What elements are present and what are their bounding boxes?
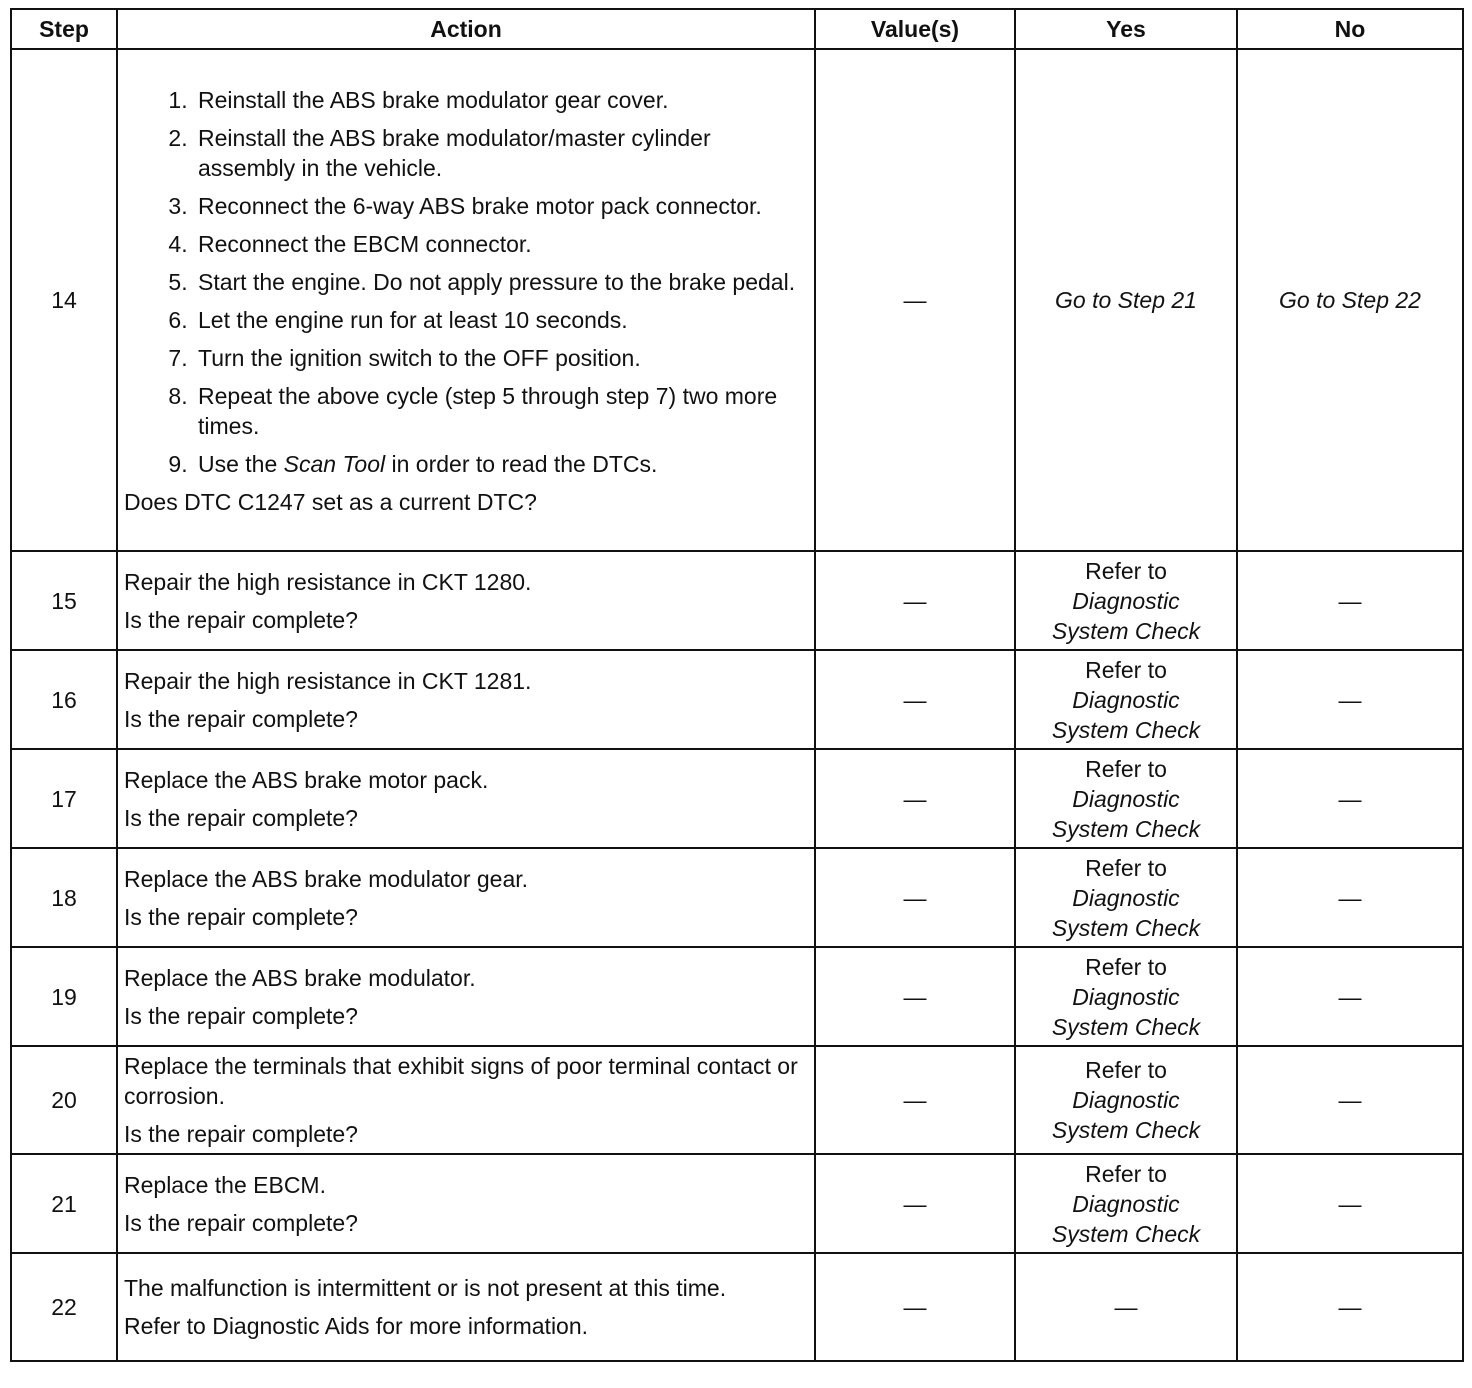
list-item: 3. Reconnect the 6-way ABS brake motor pack connector. (194, 191, 808, 221)
table-row (11, 749, 1463, 848)
header-yes: Yes (1015, 9, 1237, 49)
header-step: Step (11, 9, 117, 49)
header-no: No (1237, 9, 1463, 49)
list-item: 4. Reconnect the EBCM connector. (194, 229, 808, 259)
list-item: 2. Reinstall the ABS brake modulator/master cylinder assembly in the vehicle. (194, 123, 808, 183)
diagnostic-system-check-link[interactable]: System Check (1051, 1013, 1201, 1040)
value-cell: — (815, 49, 1015, 551)
action-line: Replace the ABS brake modulator. (124, 964, 476, 991)
refer-to-text: Refer to (1085, 953, 1167, 980)
list-item: 8. Repeat the above cycle (step 5 through step 7) two more times. (194, 381, 808, 441)
item-text: in order to read the DTCs. (385, 451, 658, 477)
header-action: Action (117, 9, 815, 49)
no-cell: — (1237, 650, 1463, 749)
yes-cell[interactable] (1015, 650, 1237, 749)
diagnostic-system-check-link[interactable]: Diagnostic (1072, 686, 1180, 713)
step-number: 19 (11, 947, 117, 1046)
procedure-list (124, 85, 808, 479)
diagnostic-table-page (10, 8, 1462, 1362)
table-row (11, 1253, 1463, 1361)
yes-cell[interactable] (1015, 749, 1237, 848)
value-cell: — (815, 650, 1015, 749)
action-line: Replace the EBCM. (124, 1171, 326, 1198)
diagnostic-system-check-link[interactable]: System Check (1051, 716, 1201, 743)
table-row (11, 650, 1463, 749)
action-cell (117, 1154, 815, 1253)
refer-to-text: Refer to (1085, 854, 1167, 881)
action-cell (117, 49, 815, 551)
question-text: Is the repair complete? (124, 903, 358, 930)
action-line: Repair the high resistance in CKT 1280. (124, 568, 532, 595)
refer-to-text: Refer to (1085, 656, 1167, 683)
diagnostic-system-check-link[interactable]: Diagnostic (1072, 1087, 1180, 1113)
no-cell: — (1237, 1046, 1463, 1154)
action-line: Repair the high resistance in CKT 1281. (124, 667, 532, 694)
yes-cell[interactable] (1015, 947, 1237, 1046)
yes-cell[interactable] (1015, 848, 1237, 947)
header-row (11, 9, 1463, 49)
step-number: 20 (11, 1046, 117, 1154)
diagnostic-table (10, 8, 1464, 1362)
question-text: Is the repair complete? (124, 1209, 358, 1236)
item-text: Use the (198, 451, 284, 477)
action-line: Replace the ABS brake modulator gear. (124, 865, 529, 892)
question-text: Is the repair complete? (124, 1121, 358, 1147)
value-cell: — (815, 1154, 1015, 1253)
question-text: Does DTC C1247 set as a current DTC? (124, 489, 537, 515)
list-item: 5. Start the engine. Do not apply pressure to the brake pedal. (194, 267, 808, 297)
diagnostic-system-check-link[interactable]: System Check (1051, 1220, 1201, 1247)
value-cell: — (815, 848, 1015, 947)
scan-tool-label: Scan Tool (283, 451, 386, 477)
list-item (194, 449, 808, 479)
diagnostic-system-check-link[interactable]: Diagnostic (1072, 587, 1180, 614)
question-text: Is the repair complete? (124, 705, 358, 732)
no-cell: — (1237, 1154, 1463, 1253)
step-number: 14 (11, 49, 117, 551)
diagnostic-system-check-link[interactable]: System Check (1051, 815, 1201, 842)
refer-to-text: Refer to (1085, 755, 1167, 782)
action-line: Replace the ABS brake motor pack. (124, 766, 489, 793)
refer-to-text: Refer to (1085, 1057, 1167, 1083)
diagnostic-system-check-link[interactable]: Diagnostic (1072, 983, 1180, 1010)
action-cell (117, 1046, 815, 1154)
list-item: 7. Turn the ignition switch to the OFF position. (194, 343, 808, 373)
action-cell (117, 947, 815, 1046)
step-number: 18 (11, 848, 117, 947)
action-cell (117, 1253, 815, 1361)
yes-cell[interactable] (1015, 551, 1237, 650)
action-line: The malfunction is intermittent or is not present at this time. (124, 1275, 727, 1301)
question-text: Is the repair complete? (124, 804, 358, 831)
step-number: 17 (11, 749, 117, 848)
value-cell: — (815, 947, 1015, 1046)
refer-to-text: Refer to (1085, 1160, 1167, 1187)
table-row (11, 49, 1463, 551)
step-number: 21 (11, 1154, 117, 1253)
table-row (11, 848, 1463, 947)
diagnostic-system-check-link[interactable]: Diagnostic (1072, 785, 1180, 812)
no-cell: — (1237, 947, 1463, 1046)
question-text: Is the repair complete? (124, 606, 358, 633)
value-cell: — (815, 1253, 1015, 1361)
action-cell (117, 749, 815, 848)
yes-cell[interactable] (1015, 1154, 1237, 1253)
step-number: 16 (11, 650, 117, 749)
action-cell (117, 848, 815, 947)
header-values: Value(s) (815, 9, 1015, 49)
value-cell: — (815, 749, 1015, 848)
diagnostic-system-check-link[interactable]: System Check (1051, 914, 1201, 941)
no-cell: — (1237, 848, 1463, 947)
yes-cell: — (1015, 1253, 1237, 1361)
action-cell (117, 551, 815, 650)
value-cell: — (815, 551, 1015, 650)
step-number: 15 (11, 551, 117, 650)
list-item: 1. Reinstall the ABS brake modulator gear cover. (194, 85, 808, 115)
table-row (11, 1046, 1463, 1154)
refer-to-text: Refer to (1085, 557, 1167, 584)
no-cell: — (1237, 749, 1463, 848)
no-go-to-step-22[interactable]: Go to Step 22 (1237, 49, 1463, 551)
action-cell (117, 650, 815, 749)
no-cell: — (1237, 551, 1463, 650)
value-cell: — (815, 1046, 1015, 1154)
table-row (11, 551, 1463, 650)
table-row (11, 947, 1463, 1046)
question-text: Is the repair complete? (124, 1002, 358, 1029)
diagnostic-system-check-link[interactable]: System Check (1051, 617, 1201, 644)
yes-go-to-step-21[interactable]: Go to Step 21 (1015, 49, 1237, 551)
yes-cell[interactable] (1015, 1046, 1237, 1154)
diagnostic-aids-reference: Refer to Diagnostic Aids for more information. (124, 1313, 589, 1339)
diagnostic-system-check-link[interactable]: Diagnostic (1072, 884, 1180, 911)
list-item: 6. Let the engine run for at least 10 seconds. (194, 305, 808, 335)
diagnostic-system-check-link[interactable]: Diagnostic (1072, 1190, 1180, 1217)
no-cell: — (1237, 1253, 1463, 1361)
diagnostic-system-check-link[interactable]: System Check (1051, 1117, 1201, 1143)
table-row (11, 1154, 1463, 1253)
action-line: Replace the terminals that exhibit signs of poor terminal contact or corrosion. (124, 1053, 798, 1109)
step-number: 22 (11, 1253, 117, 1361)
